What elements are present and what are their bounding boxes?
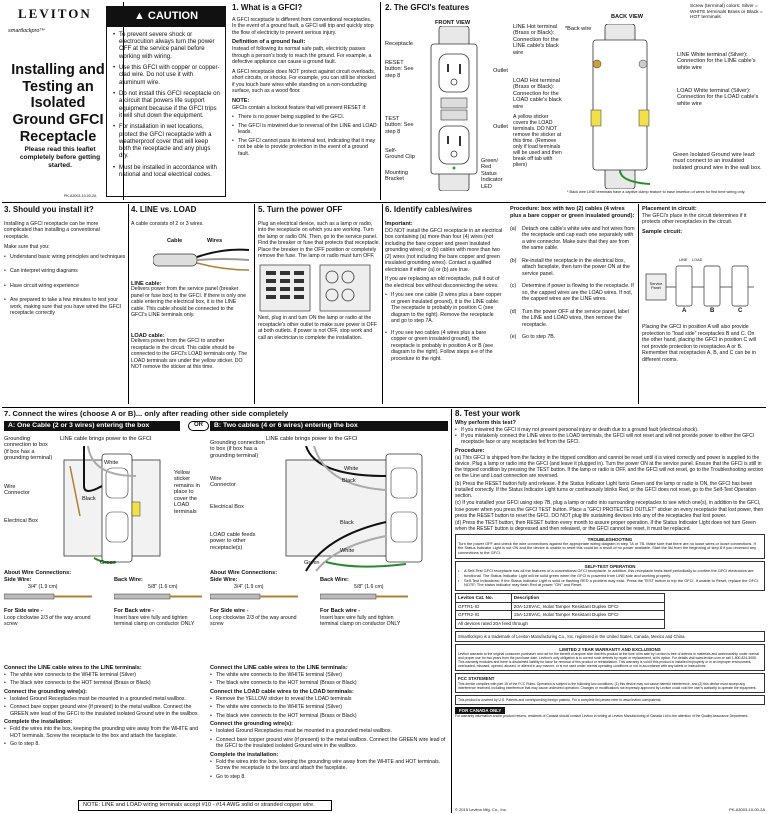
- label-test: TEST button: See step 8: [385, 116, 414, 135]
- subheading: LINE cable:: [131, 281, 162, 287]
- list-item: • Isolated Ground Receptacles must be mounted in a grounded metal wallbox.: [4, 696, 200, 703]
- sample-circuit-diagram: [644, 256, 762, 318]
- section-title: 5. Turn the power OFF: [258, 205, 343, 214]
- list-item: • Have circuit wiring experience: [4, 283, 126, 290]
- caution-heading: ▲ CAUTION: [107, 7, 225, 27]
- subheading: Connect the LOAD cable wires to the LOAD terminals:: [210, 688, 354, 695]
- label-grounding-connection: Grounding connection to box (if box has a grounding terminal): [4, 436, 53, 462]
- list-item: • If you mistakenly connect the LINE wires to the LOAD terminals, the GFCI will not reset and will not provide power to either the GFCI receptacle face or any receptacles fed from the GFCI.: [455, 433, 765, 446]
- caution-item: • Must be installed in accordance with national and local electrical codes.: [113, 164, 220, 179]
- back-wire-heading: Back Wire:: [320, 576, 349, 583]
- subheading: LOAD cable:: [131, 333, 165, 339]
- paragraph: The GFCI's place in the circuit determines if it protects other receptacles in the circuit.: [642, 212, 747, 226]
- line-label: LINE: [679, 258, 688, 262]
- paragraph: Next, plug in and turn ON the lamp or radio at the receptacle's other outlet to make sure power is OFF at both outlets. If power is not OFF, stop work and call an electrician to complete the installation.: [258, 315, 377, 341]
- catalog-table: [455, 593, 665, 629]
- side-wire-diagram: [4, 590, 94, 602]
- label-black-b2: Black: [340, 520, 354, 526]
- label-back-wire: *Back wire: [565, 26, 592, 32]
- section-title: 3. Should you install it?: [4, 205, 94, 214]
- subheading: For Side wire -: [4, 607, 43, 614]
- fcc-box: FCC STATEMENT This device complies with part 15 of the FCC Rules. Operation is subject to the following two conditions: (1) this device may not cause harmful interference, and (2) this device must accept any interference received, including interference that may cause undesired operation. Changes or modifications not expressly approved by Leviton could void the user's authority to operate the equipment.: [455, 673, 765, 692]
- copyright: © 2015 Leviton Mfg. Co., Inc.: [455, 807, 507, 812]
- list-item: • Understand basic wiring principles and techniques: [4, 254, 126, 261]
- canada-box: FOR CANADA ONLY For warranty information and/or product returns, residents of Canada should contact Leviton in writing at Leviton Manufacturing of Canada Ltd to the attention of the Quality Assurance Department.: [455, 707, 749, 719]
- paragraph: A cable consists of 2 or 3 wires.: [131, 220, 204, 227]
- list-item: • The white wire connects to the WHITE terminal (Silver): [210, 672, 446, 679]
- side-wire-text: Loop clockwise 2/3 of the way around screw: [4, 614, 91, 628]
- strip-length-back: 5/8" (1.6 cm): [354, 583, 384, 590]
- side-wire-diagram: [210, 590, 300, 602]
- list-item: • Fold the wires into the box, keeping the grounding wire away from the WHITE and HOT terminals. Screw the receptacle to the box and attach the faceplate.: [210, 759, 446, 772]
- label-load-hot: LOAD Hot terminal (Brass or Black): Connection for the LOAD cable's black wire: [513, 78, 562, 110]
- procedure-step: (c) Determine if power is flowing to the receptacle. If so, the capped wires are the LOAD wires. If not, the capped wires are the LINE wires.: [510, 283, 634, 303]
- label-mounting: Mounting Bracket: [385, 170, 409, 183]
- list-item: • Connect bare copper ground wire (if present) to the metal wallbox. Connect the GREEN wire lead of the GFCI to the insulated isolated Ground wire in the wallbox.: [4, 704, 200, 717]
- section-what-is-gfci: [232, 4, 377, 200]
- strip-length-back: 5/8" (1.6 cm): [148, 583, 178, 590]
- section-title: 6. Identify cables/wires: [385, 205, 473, 214]
- label-green-a: Green: [100, 560, 116, 566]
- front-view-diagram: [419, 26, 489, 191]
- procedure-step: (a) Detach one cable's white wire and hot wires from the receptacle and cap each one separately with a wire connector. Make sure that they are from the same cable.: [510, 225, 635, 252]
- label-electrical-box-b: Electrical Box: [210, 504, 244, 510]
- paragraph: Placing the GFCI in position A will also provide protection to "load side" receptacles B and C. On the other hand, placing the GFCI in position C will not provide protection to receptacles A or B. Remember that receptacles A, B, and C can be in different rooms.: [642, 324, 756, 363]
- side-wire-heading: Side Wire:: [4, 576, 32, 583]
- list-item: • The white wire connects to the WHITE terminal (Silver): [210, 704, 446, 711]
- label-self-ground: Self-Ground Clip: [385, 148, 415, 161]
- list-item: • Isolated Ground Receptacles must be mounted in a grounded metal wallbox.: [210, 728, 446, 735]
- table-row: All devices rated 20A feed through: [456, 620, 665, 629]
- section-power-off: [258, 206, 380, 404]
- subheading: Why perform this test?: [455, 419, 516, 426]
- label-outlet-top: Outlet: [493, 68, 508, 74]
- paragraph: Instead of following its normal safe path, electricity passes through a person's body to reach the ground. For example, a defective appliance can cause a ground fault.: [232, 46, 372, 66]
- list-item: • If you miswired the GFCI it may not prevent personal injury or death due to a ground fault (electrical shock).: [455, 427, 765, 433]
- subheading: About Wire Connections:: [4, 570, 72, 576]
- side-wire-text: Loop clockwise 2/3 of the way around screw: [210, 614, 297, 628]
- paragraph: If you are replacing an old receptacle, pull it out of the electrical box without disconnecting the wires.: [385, 276, 500, 289]
- read-note: Please read this leaflet completely before getting started.: [19, 146, 101, 170]
- back-wire-text: Insert bare wire fully and tighten terminal clamp on conductor ONLY: [320, 614, 401, 628]
- test-steps: [455, 455, 765, 533]
- section-title: 7. Connect the wires (choose A or B)... only after reading other side completely: [4, 409, 289, 418]
- section-should-install: [4, 206, 126, 404]
- label-line-brings-power: LINE cable brings power to the GFCI: [60, 436, 152, 442]
- label-wire-connector: Wire Connector: [4, 484, 30, 497]
- option-b-banner: B: Two cables (4 or 6 wires) entering the box: [210, 421, 448, 431]
- instructions-a: [4, 665, 200, 750]
- section-identify-cables: [385, 206, 503, 404]
- label-green-ground: Green Isolated Ground wire lead: must connect to an insulated isolated ground wire in the wall box.: [673, 152, 762, 171]
- part-number: PK-A3003-10-00-2A: [728, 807, 765, 812]
- load-label: LOAD: [692, 258, 703, 262]
- note-heading: NOTE:: [232, 97, 250, 104]
- list-item: • There is no power being supplied to the GFCI.: [232, 114, 377, 121]
- paragraph: Installing a GFCI receptacle can be more complicated than installing a conventional receptacle.: [4, 220, 100, 240]
- procedure-step: (d) Turn the power OFF at the service panel, label the LINE and LOAD wires, then remove the receptacle.: [510, 308, 629, 328]
- procedure-step: (e) Go to step 7B.: [510, 334, 556, 341]
- paragraph: Make sure that you:: [4, 244, 50, 251]
- test-step: (c) If you installed your GFCI using step 7B, plug a lamp or radio into surrounding receptacles to see which one(s), in addition to the GFCI, lose power when you press the GFCI TEST button. Place a "GFCI PROTECTED OUTLET" sticker on every receptacle that lost power, then press the RESET button to reset the GFCI. DO NOT plug life sustaining devices into any of the receptacles that lost power.: [455, 500, 764, 519]
- test-step: (d) Press the TEST button, then RESET button every month to assure proper operation. If the Status Indicator Light does not turn Green when the RESET button is depressed and then released, or the GFCI cannot be reset, it must be replaced.: [455, 520, 756, 533]
- label-grounding-connection-b: Grounding connection to box (if box has a grounding terminal): [210, 440, 265, 459]
- cable-cases-list: [385, 292, 503, 362]
- back-wire-diagram: [114, 590, 204, 602]
- list-item: • The black wire connects to the HOT terminal (Brass or Black): [210, 680, 446, 687]
- caution-item: • To prevent severe shock or electrocution always turn the power OFF at the service panel before working with wiring.: [113, 31, 220, 60]
- label-yellow-sticker: A yellow sticker covers the LOAD terminals. DO NOT remove the sticker at this time. (Remove only if load terminals will be used and then break off tab with pliers): [513, 114, 562, 168]
- section-procedure-two-cables: [510, 206, 635, 404]
- trademark-note: Smartlockpro is a trademark of Leviton Manufacturing Co., Inc. registered in the United States, Canada, Mexico and China.: [455, 631, 765, 642]
- subheading: Connect the LINE cable wires to the LINE terminals:: [210, 665, 348, 671]
- subheading: Complete the installation:: [210, 751, 279, 758]
- warranty-box: LIMITED 2 YEAR WARRANTY AND EXCLUSIONS Leviton warrants to the original consumer purchaser and not for the benefit of anyone else that this product at the time of its sale by Leviton is free of defects in materials and workmanship under normal and proper use for two years from the purchase date. Leviton's only obligation is to correct such defects by repair or replacement, at its option. For details visit www.leviton.com or call 1-800-824-3005. This warranty excludes and there is disclaimed liability for labor for removal of this product or reinstallation. This warranty is void if this product is installed improperly or in an improper environment, overloaded, misused, opened, abused, or altered in any manner, or is not used under normal operating conditions or not in accordance with any labels or instructions.: [455, 644, 765, 672]
- paragraph: Delivers power from the GFCI to another receptacle in the circuit. This cable should be connected to the GFCI's LOAD terminals only. The LOAD terminals are under the yellow sticker. DO NOT remove the sticker at this time.: [131, 338, 248, 370]
- section-title: 1. What is a GFCI?: [232, 3, 303, 12]
- instructions-b: [210, 665, 446, 782]
- subheading: Definition of a ground fault:: [232, 39, 306, 46]
- paragraph: Plug an electrical device, such as a lamp or radio, into the receptacle on which you are working. Turn the lamp or radio ON. Then, go to the service panel. Find the breaker or fuse that protects that receptacle. Place the breaker in the OFF position or completely remove the fuse. The lamp or radio must turn OFF.: [258, 220, 380, 260]
- subheading: For Back wire -: [320, 607, 361, 614]
- cover-part-number: PK-A3003-10-00-2A: [64, 194, 97, 198]
- paragraph: A GFCI receptacle does NOT protect against circuit overloads, short circuits, or shocks. For example, you can still be shocked if you touch bare wires while standing on a non-conducting surface, such as a wood floor.: [232, 68, 376, 95]
- list-item: • Go to step 8.: [4, 741, 200, 748]
- label-black-b1: Black: [342, 478, 356, 484]
- subheading: Important:: [385, 220, 413, 227]
- caution-list: [107, 27, 225, 179]
- wire-gauge-note: NOTE: LINE and LOAD wiring terminals accept #10 - #14 AWG solid or stranded copper wire.: [78, 800, 332, 811]
- test-step: (a) This GFCI is shipped from the factory in the tripped condition and cannot be reset until it is wired correctly and power is supplied to the device. Plug a lamp or radio into the GFCI (and leave it plugged in). Turn the power ON at the service panel. Ensure that the GFCI is still in the tripped condition by pressing the TEST button. If the lamp or radio is OFF, and the GFCI will not reset, go to the Troubleshooting section on the Line and Load connection are reversed.: [455, 454, 764, 480]
- section-line-load: [131, 206, 251, 404]
- service-panel-diagram: [258, 263, 376, 313]
- list-item: • Are prepared to take a few minutes to test your work, making sure that you have wired the GFCI receptacle correctly: [4, 297, 126, 317]
- subheading: For Back wire -: [114, 607, 155, 614]
- subheading: Procedure: box with two (2) cables (4 wires plus a bare copper or green insulated ground):: [510, 206, 635, 219]
- strip-length-side: 3/4" (1.9 cm): [28, 583, 58, 590]
- label-load-feeds: LOAD cable feeds power to other receptacle(s): [210, 532, 256, 551]
- front-view-label: FRONT VIEW: [435, 20, 471, 26]
- label-line-hot: LINE Hot terminal (Brass or Black): Connection for the LINE cable's black wire: [513, 24, 559, 56]
- list-item: • Fold the wires into the box, keeping the grounding wire away from the WHITE and HOT terminals. Screw the receptacle to the box and attach the faceplate.: [4, 726, 200, 739]
- note-list: [232, 114, 377, 157]
- label-electrical-box: Electrical Box: [4, 518, 38, 524]
- page-title: Installing and Testing an Isolated Ground GFCI Receptacle: [11, 62, 105, 145]
- caution-item: • Do not install this GFCI receptacle on a circuit that powers life support equipment because if the GFCI trips it will shut down the equipment.: [113, 90, 220, 119]
- list-item: • Go to step 8.: [210, 774, 446, 781]
- about-connections-a: [4, 570, 204, 628]
- option-a-banner: A: One Cable (2 or 3 wires) entering the box: [4, 421, 180, 431]
- label-line-brings-power-b: LINE cable brings power to the GFCI: [266, 436, 358, 442]
- label-receptacle: Receptacle: [385, 41, 413, 47]
- label-black-a: Black: [82, 496, 96, 502]
- caution-item: • Use this GFCI with copper or copper-clad wire. Do not use it with aluminum wire.: [113, 64, 220, 86]
- self-test-box: SELF-TEST OPERATION • A Self-Test GFCI receptacle has all the features of a conventional GFCI receptacle. In addition, this receptacle tests itself periodically to confirm the GFCI electronics are functional. The Status Indicator Light will be solid green when the GFCI is powered from LINE side and working properly. • Self-Test Indications: If the Status Indicator Light is solid or flashing RED a problem may exist. Press the TEST button to trip the GFCI. If unable to Reset, replace the GFCI. NOTE: The status indicator may flash Red at power "ON" and Reset.: [455, 561, 765, 591]
- subheading: For Side wire -: [210, 607, 249, 614]
- back-wire-note: * Back wire LINE terminals have a captive clamp feature to ease insertion of wires for first time wiring only.: [567, 190, 746, 194]
- section-title: 8. Test your work: [455, 409, 521, 418]
- position-a-label: A: [682, 308, 687, 314]
- brand-tagline: smartlockpro™: [8, 28, 45, 34]
- patents-note: This product is covered by U.S. Patents and corresponding foreign patents. For a complete list please refer to www.leviton.com/patents.: [455, 695, 765, 705]
- paragraph: Delivers power from the service panel (breaker panel or fuse box) to the GFCI. If there is only one cable entering the electrical box, it is the LINE cable. This cable should be connected to the GFCI's LINE terminals only.: [131, 286, 247, 318]
- label-wire-connector-b: Wire Connector: [210, 476, 236, 489]
- service-panel-label: Service Panel: [649, 282, 663, 290]
- section-features: [385, 4, 765, 200]
- procedure-steps: [510, 226, 635, 341]
- label-green-b: Green: [304, 560, 320, 566]
- label-load-white: LOAD White terminal (Silver): Connection for the LOAD cable's white wire: [677, 88, 759, 107]
- table-row: GFTR2-IG 15A-125VAC, Isolat Tamper Resistant Duplex GFCI: [456, 611, 665, 620]
- list-item: • Can interpret wiring diagrams: [4, 268, 126, 275]
- why-list: [455, 427, 765, 446]
- label-white-b2: White: [340, 548, 355, 554]
- back-wire-diagram: [320, 590, 410, 602]
- list-item: • The white wire connects to the WHITE terminal (Silver): [4, 672, 200, 679]
- list-item: • The black wire connects to the HOT terminal (Brass or Black): [210, 713, 446, 720]
- caution-item: • For installation in wet locations, protect the GFCI receptacle with a weatherproof cover that will keep both the receptacle and any plugs dry.: [113, 123, 220, 160]
- list-item: • If you see two cables (4 wires plus a bare copper or green insulated ground), the receptacle is probably in position A or B (see diagram to the right). Follow steps a-e of the procedure to the right.: [385, 330, 503, 363]
- label-white-b1: White: [344, 466, 359, 472]
- list-item: • The GFCI cannot pass its internal test, indicating that it may not be able to provide protection in the event of a ground fault.: [232, 138, 377, 158]
- label-status-led: Green/ Red Status Indicator LED: [481, 158, 503, 190]
- test-step: (b) Press the RESET button fully and release. If the Status Indicator Light turns Green and the lamp or radio is ON, the GFCI has been installed correctly. If the Status Indicator Light turns or continuously blinks Red, or the GFCI does not reset, go to the Self-Test Operation section.: [455, 480, 757, 500]
- back-wire-heading: Back Wire:: [114, 576, 143, 583]
- subheading: Sample circuit:: [642, 228, 683, 235]
- section-connect-wires: [4, 410, 448, 812]
- troubleshooting-box: TROUBLESHOOTING Turn the power OFF and check the wire connections against the appropriate wiring diagram in step 7A or 7B. Make sure that there are no loose wires or loose connections. If the Status Indicator Light is not ON and the device is unable to reset this could be a result of no power available. Start the list from the beginning of step 8 if you reversed any connections to the GFCI.: [455, 534, 765, 559]
- side-wire-heading: Side Wire:: [210, 576, 238, 583]
- position-b-label: B: [710, 308, 715, 314]
- subheading: Complete the installation:: [4, 719, 73, 726]
- label-cable: Cable: [167, 238, 183, 244]
- subheading: Placement in circuit:: [642, 206, 697, 212]
- list-item: • Remove the YELLOW sticker to reveal the LOAD terminals: [210, 696, 446, 703]
- requirements-list: [4, 254, 126, 317]
- label-yellow-sticker-a: Yellow sticker remains in place to cover the LOAD terminals: [174, 470, 200, 515]
- section-placement: [642, 206, 764, 404]
- list-item: • If you see one cable (2 wires plus a bare copper or green insulated ground), it is the LINE cable. The receptacle is probably in position C (see diagram to the right). Remove the receptacle and go to step 7A.: [385, 292, 503, 325]
- caution-box: [106, 6, 226, 197]
- label-wires: Wires: [207, 238, 223, 244]
- paragraph: A GFCI receptacle is different from conventional receptacles. In the event of a ground fault, a GFCI will trip and quickly stop the flow of electricity to prevent serious injury.: [232, 16, 374, 36]
- or-pill: OR: [188, 421, 209, 431]
- label-white-a: White: [104, 460, 119, 466]
- brand-logo: LEVITON: [18, 6, 92, 21]
- position-c-label: C: [738, 308, 743, 314]
- subheading: About Wire Connections:: [210, 570, 278, 576]
- back-view-label: BACK VIEW: [611, 14, 644, 20]
- list-item: • The GFCI is miswired due to reversal of the LINE and LOAD leads.: [232, 123, 377, 136]
- procedure-step: (b) Re-install the receptacle in the electrical box, attach faceplate, then turn the power ON at the service panel.: [510, 257, 630, 277]
- about-connections-b: [210, 570, 420, 628]
- label-reset: RESET button: See step 8: [385, 60, 414, 79]
- subheading: Connect the grounding wire(s):: [4, 688, 87, 695]
- cable-diagram: [153, 246, 249, 274]
- paragraph: DO NOT install the GFCI receptacle in an electrical box containing (a) more than four (4) wires (not including the bare copper and green insulated grounding wires); or (b) cables with more than two (2) wires (not including the bare copper and green insulated grounding wires). Contact a qualified electrician if either (a) or (b) are true.: [385, 227, 503, 273]
- table-header: Leviton Cat. No. Description: [456, 593, 665, 602]
- cover-panel: [4, 4, 108, 199]
- table-row: GFTR1-IG 20A-125VAC, Isolat Tamper Resistant Duplex GFCI: [456, 602, 665, 611]
- label-outlet-bottom: Outlet: [493, 124, 508, 130]
- subheading: Procedure:: [455, 447, 485, 454]
- list-item: • Connect bare copper ground wire (if present) to the metal wallbox. Connect the GREEN wire lead of the GFCI to the insulated isolated Ground wire in the wallbox.: [210, 737, 446, 750]
- section-test-work: [455, 410, 765, 812]
- subheading: Connect the LINE cable wires to the LINE terminals:: [4, 665, 142, 671]
- label-line-white: LINE White terminal (Silver): Connection for the LINE cable's white wire: [677, 52, 756, 71]
- list-item: • The black wire connects to the HOT terminal (Brass or Black): [4, 680, 200, 687]
- section-title: 2. The GFCI's features: [385, 3, 470, 12]
- subheading: Connect the grounding wire(s):: [210, 721, 293, 728]
- paragraph: GFCIs contain a lockout feature that will prevent RESET if:: [232, 104, 367, 111]
- back-view-diagram: [575, 24, 665, 189]
- section-title: 4. LINE vs. LOAD: [131, 205, 197, 214]
- back-wire-text: Insert bare wire fully and tighten terminal clamp on conductor ONLY: [114, 614, 195, 628]
- screw-color-note: Screw (terminal) colors: Silver = WHITE terminals Brass or Black = HOT terminals: [690, 4, 763, 21]
- strip-length-side: 3/4" (1.9 cm): [234, 583, 264, 590]
